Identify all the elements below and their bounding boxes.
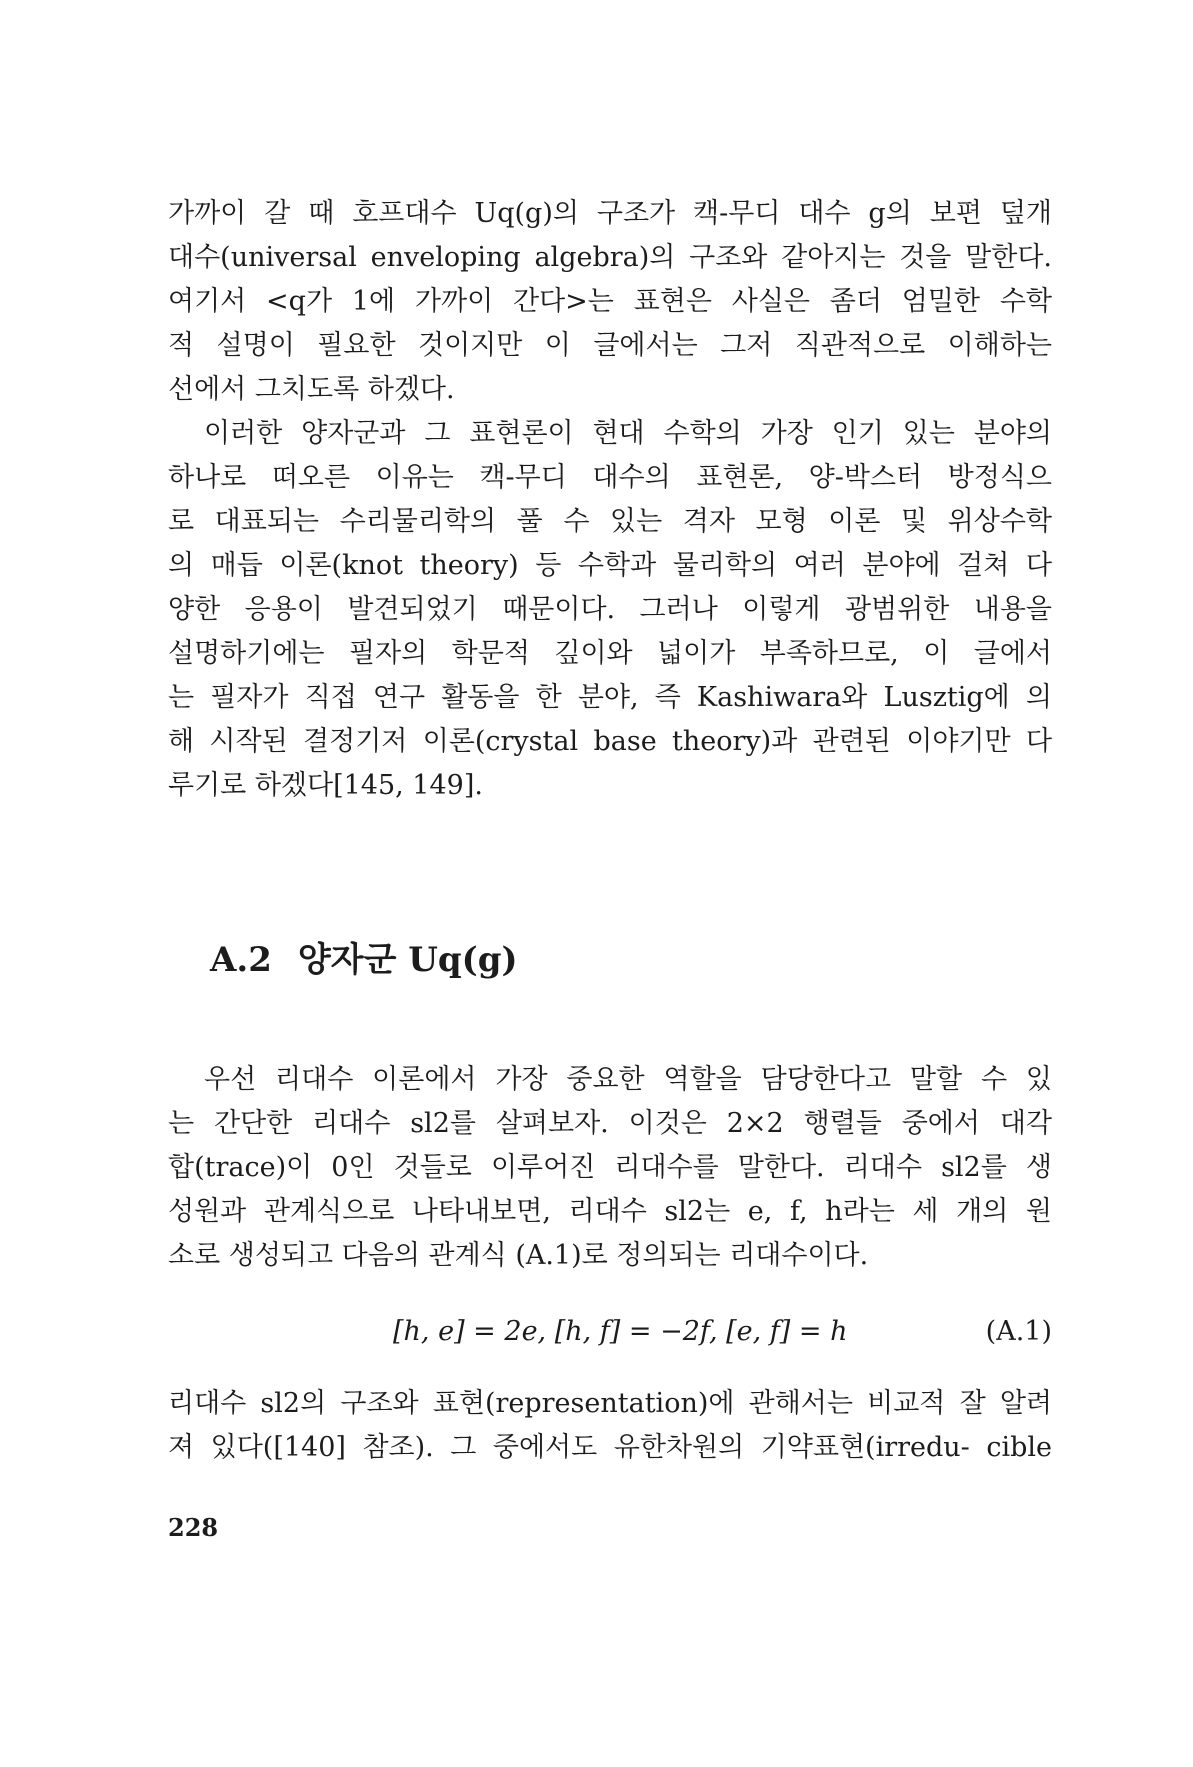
- section-title: 양자군 Uq(g): [297, 940, 518, 980]
- text-line: 리대수 sl2의 구조와 표현(representation)에 관해서는 비교적 잘 알려: [168, 1388, 1052, 1419]
- text-line: 는 필자가 직접 연구 활동을 한 분야, 즉 Kashiwara와 Lusztig에 의: [168, 682, 1052, 713]
- text-line: 성원과 관계식으로 나타내보면, 리대수 sl2는 e, f, h라는 세 개의 원: [168, 1196, 1052, 1227]
- section-number: A.2: [210, 940, 272, 980]
- equation-number: (A.1): [985, 1316, 1052, 1347]
- equation-a1: [168, 1312, 1052, 1352]
- text-line: 가까이 갈 때 호프대수 Uq(g)의 구조가 캑-무디 대수 g의 보편 덮개: [168, 198, 1052, 229]
- text-line: 이러한 양자군과 그 표현론이 현대 수학의 가장 인기 있는 분야의: [204, 418, 1052, 449]
- text-line: 소로 생성되고 다음의 관계식 (A.1)로 정의되는 리대수이다.: [168, 1240, 869, 1271]
- section-heading: [210, 938, 518, 982]
- text-line: 는 간단한 리대수 sl2를 살펴보자. 이것은 2×2 행렬들 중에서 대각: [168, 1108, 1052, 1139]
- equation-body: [h, e] = 2e, [h, f] = −2f, [e, f] = h: [393, 1316, 848, 1347]
- text-line: 의 매듭 이론(knot theory) 등 수학과 물리학의 여러 분야에 걸쳐 다: [168, 550, 1052, 581]
- text-line: 적 설명이 필요한 것이지만 이 글에서는 그저 직관적으로 이해하는: [168, 330, 1052, 361]
- text-line: 설명하기에는 필자의 학문적 깊이와 넓이가 부족하므로, 이 글에서: [168, 638, 1052, 669]
- text-line: 루기로 하겠다[145, 149].: [168, 770, 483, 801]
- text-line: 여기서 <q가 1에 가까이 간다>는 표현은 사실은 좀더 엄밀한 수학: [168, 286, 1052, 317]
- text-line: 양한 응용이 발견되었기 때문이다. 그러나 이렇게 광범위한 내용을: [168, 594, 1052, 625]
- text-line: 하나로 떠오른 이유는 캑-무디 대수의 표현론, 양-박스터 방정식으: [168, 462, 1052, 493]
- text-line: 져 있다([140] 참조). 그 중에서도 유한차원의 기약표현(irredu- cible: [168, 1432, 1052, 1463]
- text-line: 해 시작된 결정기저 이론(crystal base theory)과 관련된 이야기만 다: [168, 726, 1052, 757]
- text-line: 선에서 그치도록 하겠다.: [168, 374, 455, 405]
- page-number: 228: [168, 1513, 219, 1542]
- text-line: 로 대표되는 수리물리학의 풀 수 있는 격자 모형 이론 및 위상수학: [168, 506, 1052, 537]
- text-line: 합(trace)이 0인 것들로 이루어진 리대수를 말한다. 리대수 sl2를 생: [168, 1152, 1052, 1183]
- text-line: 우선 리대수 이론에서 가장 중요한 역할을 담당한다고 말할 수 있: [204, 1064, 1052, 1095]
- text-line: 대수(universal enveloping algebra)의 구조와 같아지는 것을 말한다.: [168, 242, 1052, 273]
